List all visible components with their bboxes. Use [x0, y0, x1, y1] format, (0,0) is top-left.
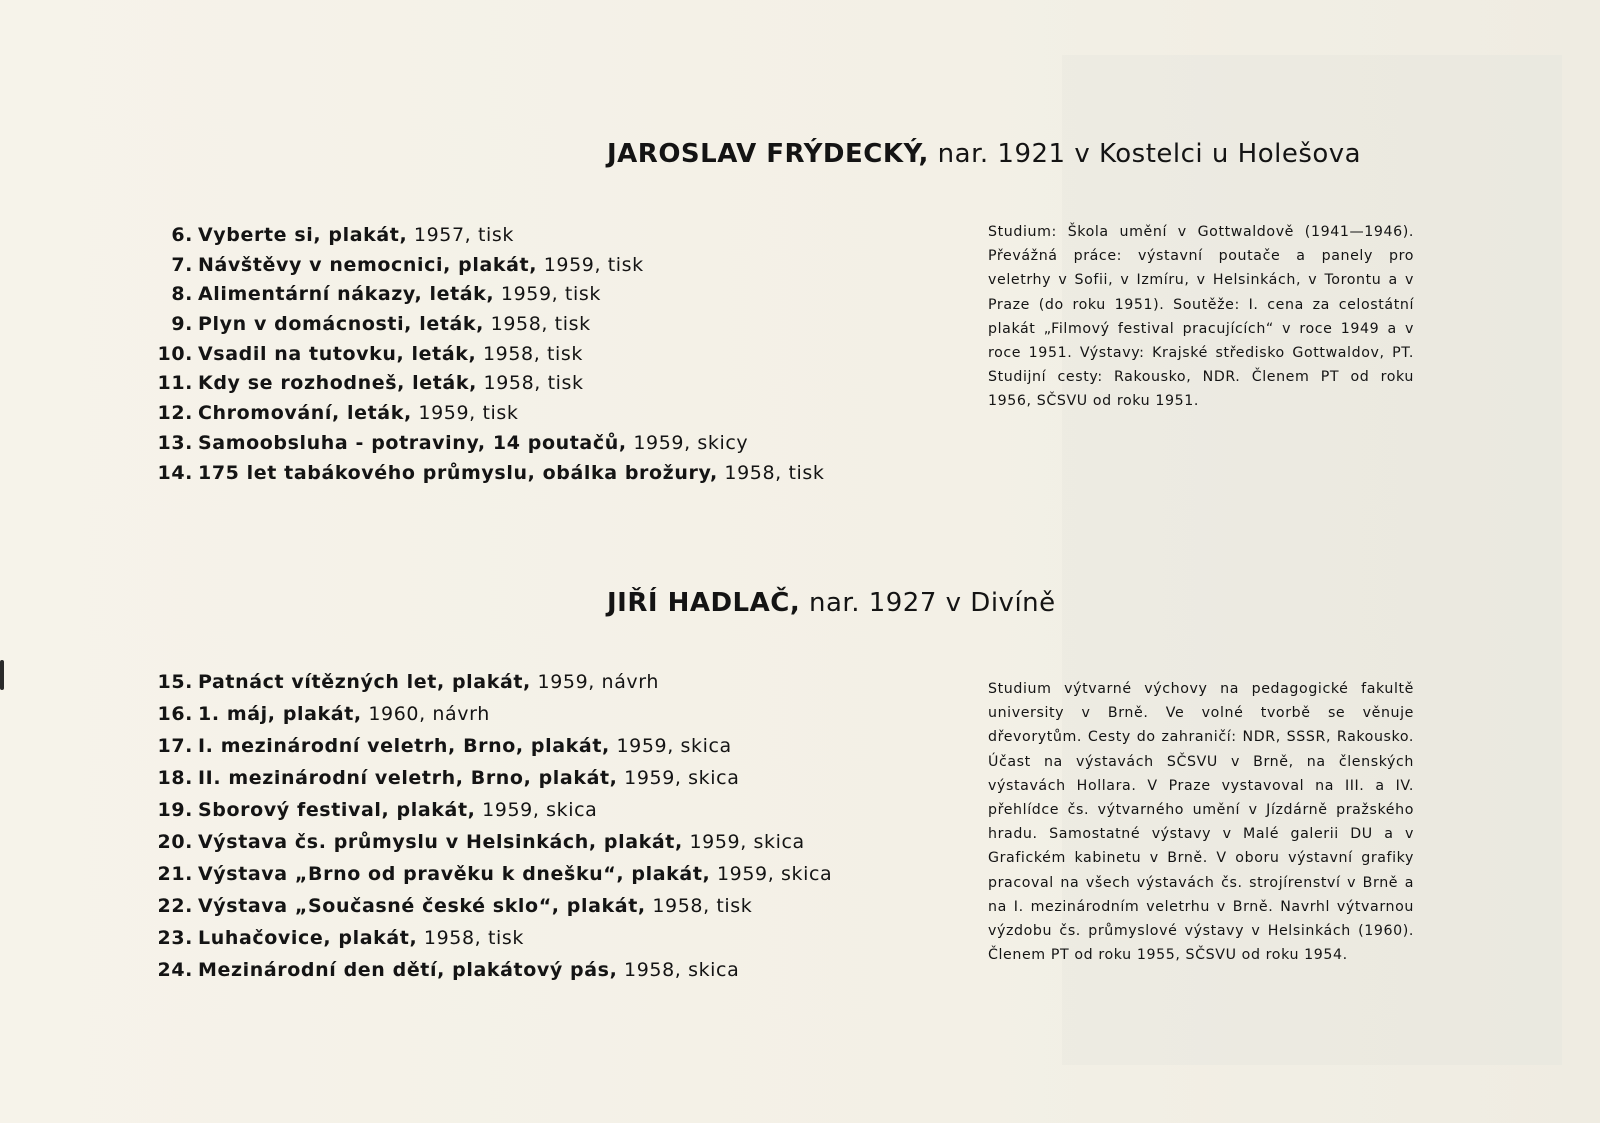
- work-item: [148, 343, 825, 373]
- work-detail: 1959, skica: [482, 799, 598, 821]
- work-number: 23.: [157, 927, 193, 949]
- work-detail: 1959, skica: [616, 735, 732, 757]
- work-title: 1. máj, plakát,: [198, 703, 362, 725]
- work-detail: 1959, tisk: [500, 283, 601, 306]
- work-detail: 1959, skicy: [633, 431, 749, 454]
- work-detail: 1958, tisk: [724, 461, 825, 484]
- work-item: [148, 402, 825, 432]
- work-title: Výstava čs. průmyslu v Helsinkách, plakát,: [198, 831, 683, 853]
- work-detail: 1958, tisk: [483, 372, 584, 395]
- work-item: [148, 462, 825, 492]
- work-item: [148, 767, 832, 799]
- work-detail: 1959, skica: [716, 863, 833, 885]
- work-item: [148, 283, 825, 313]
- page-edge-mark: [0, 660, 4, 690]
- work-number: 17.: [157, 735, 193, 757]
- work-detail: 1958, tisk: [652, 895, 753, 917]
- work-item: [148, 799, 832, 831]
- work-title: Mezinárodní den dětí, plakátový pás,: [198, 959, 618, 981]
- work-number: 22.: [157, 895, 193, 917]
- work-item: [148, 254, 825, 284]
- work-detail: 1959, návrh: [537, 671, 659, 693]
- work-item: [148, 703, 832, 735]
- work-title: Návštěvy v nemocnici, plakát,: [198, 253, 538, 276]
- work-item: [148, 831, 832, 863]
- work-number: 10.: [157, 342, 193, 365]
- work-number: 21.: [157, 863, 193, 885]
- work-number: 11.: [157, 372, 193, 395]
- work-title: Plyn v domácnosti, leták,: [198, 313, 484, 336]
- work-title: Chromování, leták,: [198, 402, 412, 425]
- artist-heading: [607, 139, 1361, 169]
- work-title: Kdy se rozhodneš, leták,: [198, 372, 477, 395]
- works-list: [148, 671, 832, 991]
- work-detail: 1959, skica: [689, 831, 805, 853]
- work-detail: 1959, tisk: [418, 402, 519, 425]
- artist-birth: nar. 1921 v Kostelci u Holešova: [937, 139, 1362, 169]
- works-list: [148, 224, 825, 491]
- work-detail: 1959, tisk: [543, 253, 644, 276]
- work-item: [148, 224, 825, 254]
- work-detail: 1960, návrh: [368, 703, 490, 725]
- artist-birth: nar. 1927 v Divíně: [808, 588, 1056, 618]
- work-number: 7.: [171, 253, 193, 276]
- work-number: 6.: [171, 224, 193, 246]
- work-title: Vyberte si, plakát,: [198, 224, 408, 246]
- work-title: Vsadil na tutovku, leták,: [198, 342, 477, 365]
- work-detail: 1958, skica: [624, 959, 740, 981]
- artist-name: JAROSLAV FRÝDECKÝ,: [607, 139, 929, 169]
- work-number: 13.: [157, 431, 193, 454]
- work-number: 8.: [171, 283, 193, 306]
- work-number: 19.: [157, 799, 193, 821]
- work-item: [148, 927, 832, 959]
- work-title: Luhačovice, plakát,: [198, 927, 418, 949]
- work-title: II. mezinárodní veletrh, Brno, plakát,: [198, 767, 618, 789]
- work-title: Samoobsluha - potraviny, 14 poutačů,: [198, 431, 627, 454]
- work-number: 16.: [157, 703, 193, 725]
- work-item: [148, 895, 832, 927]
- work-number: 9.: [171, 313, 193, 336]
- artist-bio: Studium výtvarné výchovy na pedagogické fakultě university v Brně. Ve volné tvorbě se věnuje dřevorytům. Cesty do zahraničí: NDR, SSSR, Rakousko. Účast na výstavách SČSVU v Brně, na členských výstavách Hollara. V Praze vystavoval na III. a IV. přehlídce čs. výtvarného umění v Jízdárně pražského hradu. Samostatné výstavy v Malé galerii DU a v Grafickém kabinetu v Brně. V oboru výstavní grafiky pracoval na všech výstavách čs. strojírenství v Brně a na I. mezinárodním veletrhu v Brně. Navrhl výtvarnou výzdobu čs. průmyslové výstavy v Helsinkách (1960). Členem PT od roku 1955, SČSVU od roku 1954.: [988, 681, 1414, 964]
- work-detail: 1959, skica: [624, 767, 740, 789]
- work-number: 20.: [157, 831, 193, 853]
- work-title: Výstava „Brno od pravěku k dnešku“, plakát,: [198, 863, 711, 885]
- work-item: [148, 863, 832, 895]
- work-title: I. mezinárodní veletrh, Brno, plakát,: [198, 735, 610, 757]
- work-number: 12.: [157, 402, 193, 425]
- work-title: Alimentární nákazy, leták,: [198, 283, 495, 306]
- work-detail: 1958, tisk: [490, 313, 591, 336]
- work-detail: 1958, tisk: [482, 342, 584, 365]
- work-item: [148, 432, 825, 462]
- work-title: Patnáct vítězných let, plakát,: [198, 671, 531, 693]
- work-number: 18.: [157, 767, 193, 789]
- work-detail: 1957, tisk: [413, 224, 514, 246]
- work-item: [148, 959, 832, 991]
- artist-bio: Studium: Škola umění v Gottwaldově (1941—1946). Převážná práce: výstavní poutače a panely pro veletrhy v Sofii, v Izmíru, v Helsinkách, v Torontu a v Praze (do roku 1951). Soutěže: I. cena za celostátní plakát „Filmový festival pracujících“ v roce 1949 a v roce 1951. Výstavy: Krajské středisko Gottwaldov, PT. Studijní cesty: Rakousko, NDR. Členem PT od roku 1956, SČSVU od roku 1951.: [988, 224, 1414, 410]
- work-detail: 1958, tisk: [423, 927, 524, 949]
- work-number: 15.: [157, 671, 193, 693]
- work-item: [148, 671, 832, 703]
- artist-name: JIŘÍ HADLAČ,: [607, 588, 801, 618]
- work-title: Sborový festival, plakát,: [198, 799, 476, 821]
- work-item: [148, 313, 825, 343]
- work-item: [148, 372, 825, 402]
- work-number: 24.: [157, 959, 193, 981]
- work-title: 175 let tabákového průmyslu, obálka brožury,: [198, 461, 718, 484]
- work-title: Výstava „Současné české sklo“, plakát,: [198, 895, 646, 917]
- work-number: 14.: [157, 461, 193, 484]
- work-item: [148, 735, 832, 767]
- artist-heading: [607, 588, 1056, 618]
